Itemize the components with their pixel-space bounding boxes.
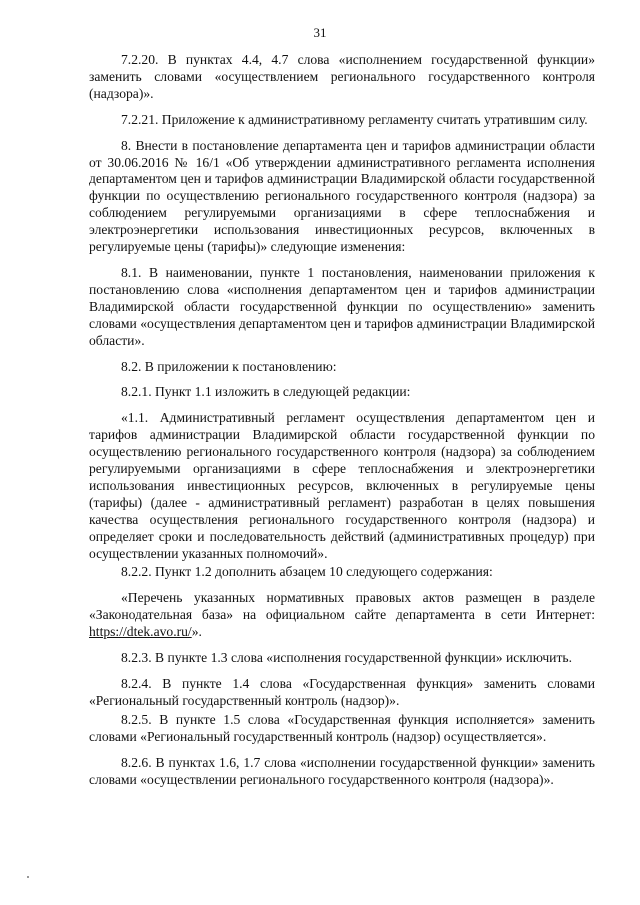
quote-list-text: «Перечень указанных нормативных правовых актов размещен в разделе «Законодательная база» на официальном сайте департамента в сети Интернет: (89, 590, 595, 623)
paragraph-8: 8. Внести в постановление департамента цен и тарифов администрации области от 30.06.2016 № 16/1 «Об утверждении административного регламента исполнения департаментом цен и тарифов администрации Владимирской области государственной функции по осуществлению регионального государственного контроля (надзора) за соблюдением регулируемыми организациями в сфере теплоснабжения и электроэнергетики использования инвестиционных ресурсов, включенных в регулируемые цены (тарифы)» следующие изменения: (89, 137, 595, 255)
paragraph-quote-list (89, 590, 595, 641)
paragraph-7-2-20: 7.2.20. В пунктах 4.4, 4.7 слова «исполнением государственной функции» заменить словами «осуществлением регионального государственного контроля (надзора)». (89, 52, 595, 101)
paragraph-8-1: 8.1. В наименовании, пункте 1 постановления, наименовании приложения к постановлению слова «исполнения департаментом цен и тарифов администрации Владимирской области государственной функции по осуществлению» заменить словами «осуществления департаментом цен и тарифов администрации Владимирской области». (89, 264, 595, 348)
paragraph-8-2-6: 8.2.6. В пунктах 1.6, 1.7 слова «исполнении государственной функции» заменить словами «осуществлении регионального государственного контроля (надзора)». (89, 754, 595, 787)
paragraph-8-2-1: 8.2.1. Пункт 1.1 изложить в следующей редакции: (121, 384, 411, 400)
paragraph-8-2-3: 8.2.3. В пункте 1.3 слова «исполнения государственной функции» исключить. (121, 650, 572, 666)
paragraph-8-2-5: 8.2.5. В пункте 1.5 слова «Государственная функция исполняется» заменить словами «Региональный государственный контроль (надзор) осуществляется». (89, 711, 595, 744)
paragraph-8-2-4: 8.2.4. В пункте 1.4 слова «Государственная функция» заменить словами «Региональный государственный контроль (надзор)». (89, 676, 595, 708)
page-number: 31 (313, 25, 327, 40)
scan-speck (27, 876, 29, 878)
paragraph-quote-1-1: «1.1. Административный регламент осуществления департаментом цен и тарифов администрации Владимирской области государственной функции по осуществлению регионального государственного контроля (надзора) за соблюдением регулируемыми организациями в сфере теплоснабжения и электроэнергетики использования инвестиционных ресурсов, включенных в регулируемые цены (тарифы) (далее - административный регламент) разработан в целях повышения качества осуществления регионального государственного контроля (надзора) и определяет сроки и последовательность действий (административных процедур) при осуществлении указанных полномочий». (89, 410, 595, 561)
paragraph-8-2: 8.2. В приложении к постановлению: (121, 358, 337, 374)
quote-list-suffix: ». (191, 624, 202, 640)
paragraph-7-2-21: 7.2.21. Приложение к административному регламенту считать утратившим силу. (121, 111, 588, 127)
dtek-website-link[interactable]: https://dtek.avo.ru/ (89, 624, 192, 640)
document-body (89, 52, 595, 788)
paragraph-8-2-2: 8.2.2. Пункт 1.2 дополнить абзацем 10 следующего содержания: (121, 564, 493, 580)
